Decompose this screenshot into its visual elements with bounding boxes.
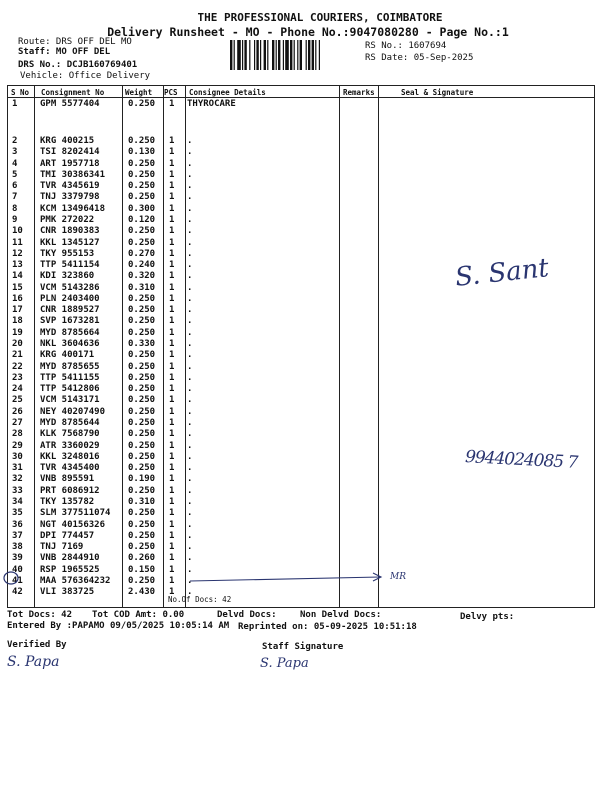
staff-signature-label: Staff Signature [262, 642, 344, 652]
row-pcs: 1 [169, 158, 175, 169]
row-weight: 0.120 [128, 214, 156, 225]
row-weight: 0.250 [128, 542, 156, 553]
row-consignment-no: TSI 8202414 [40, 147, 100, 158]
row-consignment-no: NGT 40156326 [40, 519, 106, 530]
delivered-docs: Delvd Docs: [217, 610, 277, 620]
total-docs: Tot Docs: 42 [7, 610, 73, 620]
row-sno: 5 [12, 169, 18, 180]
row-weight: 0.250 [128, 395, 156, 406]
table-row [7, 373, 593, 383]
row-weight: 0.250 [128, 508, 156, 519]
row-sno: 37 [12, 530, 23, 541]
row-pcs: 1 [169, 260, 175, 271]
table-row [7, 553, 593, 563]
row-weight: 0.250 [128, 406, 156, 417]
row-consignee: . [187, 542, 193, 553]
staff-label: Staff: MO OFF DEL [18, 47, 111, 57]
row-consignment-no: MYD 8785644 [40, 418, 100, 428]
row-consignment-no: SLM 377511074 [40, 508, 111, 519]
row-consignee: . [187, 339, 193, 350]
row-sno: 40 [12, 564, 23, 575]
row-consignment-no: NKL 3604636 [40, 339, 100, 350]
row-consignee: . [187, 327, 193, 338]
row-weight: 0.250 [128, 293, 156, 304]
row-consignment-no: TVR 4345619 [40, 181, 100, 192]
row-pcs: 1 [169, 271, 175, 282]
table-row [7, 362, 593, 372]
row-consignment-no: TTP 5412806 [40, 384, 100, 395]
row-pcs: 1 [169, 350, 175, 361]
row-weight: 0.250 [128, 237, 156, 248]
table-row [7, 181, 593, 191]
table-row [7, 99, 593, 109]
col-header-weight: Weight [125, 88, 153, 97]
row-consignment-no: PMK 272022 [40, 214, 95, 225]
row-sno: 22 [12, 361, 23, 372]
table-row [7, 395, 593, 405]
handwritten-signature: S. Sant [453, 253, 551, 293]
row-consignee: . [187, 474, 193, 485]
company-name: THE PROFESSIONAL COURIERS, COIMBATORE [197, 11, 443, 24]
row-consignment-no: KCM 13496418 [40, 203, 106, 214]
row-weight: 0.250 [128, 519, 156, 530]
row-consignment-no: VCM 5143171 [40, 395, 100, 406]
row-weight: 0.250 [128, 226, 156, 237]
row-consignee: . [187, 440, 193, 451]
row-weight: 0.250 [128, 327, 156, 338]
row-pcs: 1 [169, 519, 175, 530]
row-weight: 0.250 [128, 192, 156, 203]
row-weight: 0.130 [128, 147, 156, 158]
row-pcs: 1 [169, 147, 175, 158]
row-pcs: 1 [169, 564, 175, 575]
table-row [7, 486, 593, 496]
row-sno: 14 [12, 271, 23, 282]
row-pcs: 1 [169, 214, 175, 225]
row-sno: 23 [12, 372, 23, 383]
row-consignment-no: MYD 8785655 [40, 361, 100, 372]
row-sno: 18 [12, 316, 23, 327]
total-cod: Tot COD Amt: 0.00 [92, 610, 185, 620]
row-pcs: 1 [169, 542, 175, 553]
row-pcs: 1 [169, 429, 175, 440]
col-header-remarks: Remarks [343, 88, 375, 97]
row-consignment-no: KRG 400171 [40, 350, 95, 361]
row-sno: 25 [12, 395, 23, 406]
verified-by-label: Verified By [7, 640, 67, 650]
row-sno: 2 [12, 136, 18, 146]
row-pcs: 1 [169, 474, 175, 485]
row-consignment-no: TNJ 3379798 [40, 192, 100, 203]
row-consignment-no: RSP 1965525 [40, 564, 100, 575]
row-consignment-no: VCM 5143286 [40, 282, 100, 293]
row-consignee: . [187, 203, 193, 214]
col-header-consignment: Consignment No [41, 88, 105, 97]
row-sno: 4 [12, 158, 18, 169]
row-sno: 36 [12, 519, 23, 530]
row-weight: 0.250 [128, 463, 156, 474]
non-delivered-docs: Non Delvd Docs: [300, 610, 382, 620]
row-consignee: . [187, 564, 193, 575]
row-sno: 31 [12, 463, 23, 474]
row-pcs: 1 [169, 226, 175, 237]
route-label: Route: DRS OFF DEL MO [18, 37, 132, 47]
row-consignment-no: ATR 3360029 [40, 440, 100, 451]
row-consignee: . [187, 181, 193, 192]
table-row [7, 339, 593, 349]
row-consignee: . [187, 418, 193, 428]
row-weight: 0.250 [128, 485, 156, 496]
row-consignee: THYROCARE [187, 99, 236, 109]
row-weight: 0.250 [128, 350, 156, 361]
row-pcs: 1 [169, 192, 175, 203]
row-consignee: . [187, 553, 193, 564]
row-consignee: . [187, 169, 193, 180]
row-weight: 0.320 [128, 271, 156, 282]
col-header-sno: S No [11, 88, 30, 97]
row-consignee: . [187, 192, 193, 203]
row-consignment-no: KRG 400215 [40, 136, 95, 146]
row-consignee: . [187, 575, 193, 586]
row-weight: 0.250 [128, 181, 156, 192]
row-consignee: . [187, 136, 193, 146]
row-sno: 19 [12, 327, 23, 338]
row-weight: 0.300 [128, 203, 156, 214]
row-sno: 3 [12, 147, 18, 158]
row-consignee: . [187, 429, 193, 440]
row-weight: 0.270 [128, 248, 156, 259]
table-row [7, 429, 593, 439]
row-consignment-no: MAA 576364232 [40, 575, 111, 586]
row-pcs: 1 [169, 305, 175, 316]
rs-date: RS Date: 05-Sep-2025 [365, 53, 474, 63]
row-consignment-no: TTP 5411154 [40, 260, 100, 271]
row-pcs: 1 [169, 485, 175, 496]
row-sno: 24 [12, 384, 23, 395]
row-consignee: . [187, 384, 193, 395]
row-weight: 0.250 [128, 99, 156, 109]
row-consignee: . [187, 282, 193, 293]
row-sno: 39 [12, 553, 23, 564]
row-consignee: . [187, 316, 193, 327]
row-pcs: 1 [169, 282, 175, 293]
row-consignee: . [187, 361, 193, 372]
row-sno: 12 [12, 248, 23, 259]
row-consignment-no: KLK 7568790 [40, 429, 100, 440]
drs-number: DRS No.: DCJB160769401 [18, 60, 138, 70]
table-row [7, 305, 593, 315]
row-consignment-no: TVR 4345400 [40, 463, 100, 474]
table-row [7, 350, 593, 360]
row-pcs: 1 [169, 169, 175, 180]
handwritten-phone-note: 9944024085 7 [464, 447, 578, 473]
row-consignee: . [187, 147, 193, 158]
row-weight: 0.250 [128, 429, 156, 440]
row-pcs: 1 [169, 530, 175, 541]
vehicle-label: Vehicle: Office Delivery [20, 71, 151, 81]
table-row [7, 508, 593, 518]
row-consignment-no: SVP 1673281 [40, 316, 100, 327]
table-row [7, 316, 593, 326]
row-sno: 32 [12, 474, 23, 485]
row-sno: 13 [12, 260, 23, 271]
row-sno: 10 [12, 226, 23, 237]
col-header-seal: Seal & Signature [401, 88, 474, 97]
row-sno: 15 [12, 282, 23, 293]
row-pcs: 1 [169, 248, 175, 259]
table-row [7, 328, 593, 338]
row-sno: 17 [12, 305, 23, 316]
row-sno: 41 [12, 575, 23, 586]
row-weight: 0.250 [128, 384, 156, 395]
row-pcs: 1 [169, 508, 175, 519]
row-sno: 9 [12, 214, 18, 225]
row-weight: 0.250 [128, 440, 156, 451]
row-weight: 0.190 [128, 474, 156, 485]
rs-number: RS No.: 1607694 [365, 41, 447, 51]
row-consignee: . [187, 451, 193, 462]
row-sno: 20 [12, 339, 23, 350]
entered-by: Entered By :PAPAMO 09/05/2025 10:05:14 AM [7, 621, 230, 631]
row-pcs: 1 [169, 372, 175, 383]
row-pcs: 1 [169, 553, 175, 564]
row-pcs: 1 [169, 237, 175, 248]
row-consignee: . [187, 463, 193, 474]
row-consignee: . [187, 226, 193, 237]
row-weight: 0.250 [128, 169, 156, 180]
row-consignment-no: PRT 6086912 [40, 485, 100, 496]
row-pcs: 1 [169, 587, 175, 598]
row-sno: 6 [12, 181, 18, 192]
row-sno: 11 [12, 237, 23, 248]
row-weight: 0.250 [128, 316, 156, 327]
row-consignment-no: KKL 1345127 [40, 237, 100, 248]
row-consignee: . [187, 519, 193, 530]
row-pcs: 1 [169, 361, 175, 372]
row-consignment-no: GPM 5577404 [40, 99, 100, 109]
table-row [7, 531, 593, 541]
row-weight: 0.250 [128, 372, 156, 383]
row-consignee: . [187, 372, 193, 383]
row-sno: 38 [12, 542, 23, 553]
table-row [7, 192, 593, 202]
row-sno: 26 [12, 406, 23, 417]
remark-arrow [0, 565, 600, 598]
row-consignment-no: KDI 323860 [40, 271, 95, 282]
row-pcs: 1 [169, 575, 175, 586]
row-consignee: . [187, 260, 193, 271]
reprinted-on: Reprinted on: 05-09-2025 10:51:18 [238, 622, 417, 632]
row-consignee: . [187, 406, 193, 417]
row-consignment-no: TMI 30386341 [40, 169, 106, 180]
row-pcs: 1 [169, 395, 175, 406]
row-pcs: 1 [169, 203, 175, 214]
row-weight: 0.250 [128, 158, 156, 169]
row-consignment-no: ART 1957718 [40, 158, 100, 169]
row-weight: 0.310 [128, 282, 156, 293]
row-weight: 0.150 [128, 564, 156, 575]
row-consignee: . [187, 485, 193, 496]
row-weight: 2.430 [128, 587, 156, 598]
table-row [7, 238, 593, 248]
row-pcs: 1 [169, 451, 175, 462]
row-consignment-no: NEY 40207490 [40, 406, 106, 417]
row-pcs: 1 [169, 136, 175, 146]
row-pcs: 1 [169, 293, 175, 304]
row-consignment-no: TTP 5411155 [40, 372, 100, 383]
row-consignee: . [187, 293, 193, 304]
row-weight: 0.250 [128, 136, 156, 146]
row-weight: 0.250 [128, 361, 156, 372]
row-consignee: . [187, 350, 193, 361]
table-row [7, 418, 593, 428]
row-sno: 8 [12, 203, 18, 214]
row-pcs: 1 [169, 181, 175, 192]
remark-mr: MR [390, 572, 406, 582]
row-weight: 0.260 [128, 553, 156, 564]
table-row [7, 474, 593, 484]
row-consignee: . [187, 508, 193, 519]
row-pcs: 1 [169, 384, 175, 395]
row-consignee: . [187, 271, 193, 282]
row-consignee: . [187, 530, 193, 541]
row-sno: 1 [12, 99, 18, 109]
row-pcs: 1 [169, 316, 175, 327]
table-row [7, 407, 593, 417]
table-row [7, 147, 593, 157]
table-row [7, 170, 593, 180]
table-row [7, 136, 593, 146]
row-sno: 21 [12, 350, 23, 361]
col-header-consignee: Consignee Details [189, 88, 266, 97]
row-weight: 0.240 [128, 260, 156, 271]
row-consignment-no: MYD 8785664 [40, 327, 100, 338]
row-consignment-no: VNB 2844910 [40, 553, 100, 564]
row-consignment-no: VNB 895591 [40, 474, 95, 485]
row-weight: 0.250 [128, 530, 156, 541]
row-consignment-no: TKY 135782 [40, 496, 95, 507]
row-sno: 30 [12, 451, 23, 462]
barcode [230, 40, 360, 70]
row-consignment-no: DPI 774457 [40, 530, 95, 541]
row-consignee: . [187, 214, 193, 225]
row-consignment-no: VLI 383725 [40, 587, 95, 598]
row-weight: 0.250 [128, 418, 156, 428]
row-consignee: . [187, 248, 193, 259]
row-pcs: 1 [169, 339, 175, 350]
row-consignee: . [187, 395, 193, 406]
row-weight: 0.250 [128, 575, 156, 586]
row-sno: 42 [12, 587, 23, 598]
row-pcs: 1 [169, 99, 175, 109]
row-sno: 34 [12, 496, 23, 507]
row-weight: 0.250 [128, 451, 156, 462]
delivery-points: Delvy pts: [460, 612, 515, 622]
row-consignee: . [187, 237, 193, 248]
row-sno: 35 [12, 508, 23, 519]
table-row [7, 215, 593, 225]
table-row [7, 204, 593, 214]
row-pcs: 1 [169, 418, 175, 428]
row-consignment-no: TNJ 7169 [40, 542, 84, 553]
row-weight: 0.330 [128, 339, 156, 350]
table-row [7, 497, 593, 507]
table-row [7, 542, 593, 552]
table-row [7, 159, 593, 169]
table-row [7, 294, 593, 304]
row-sno: 16 [12, 293, 23, 304]
table-row [7, 520, 593, 530]
row-consignment-no: PLN 2403400 [40, 293, 100, 304]
col-header-pcs: PCS [164, 88, 178, 97]
row-consignee: . [187, 587, 193, 598]
row-sno: 33 [12, 485, 23, 496]
row-pcs: 1 [169, 406, 175, 417]
runsheet-title: Delivery Runsheet - MO - Phone No.:9047080280 - Page No.:1 [107, 25, 509, 39]
row-consignment-no: TKY 955153 [40, 248, 95, 259]
row-sno: 28 [12, 429, 23, 440]
row-consignment-no: KKL 3248016 [40, 451, 100, 462]
staff-signature: S. Papa [260, 656, 309, 671]
row-sno: 7 [12, 192, 18, 203]
row-weight: 0.310 [128, 496, 156, 507]
row-pcs: 1 [169, 463, 175, 474]
row-pcs: 1 [169, 327, 175, 338]
row-consignee: . [187, 496, 193, 507]
no-of-docs: No.Of Docs: 42 [168, 595, 232, 604]
verified-by-signature: S. Papa [7, 654, 60, 670]
row-consignee: . [187, 158, 193, 169]
row-consignment-no: CNR 1890383 [40, 226, 100, 237]
table-row [7, 226, 593, 236]
row-pcs: 1 [169, 440, 175, 451]
table-row [7, 384, 593, 394]
row-consignment-no: CNR 1889527 [40, 305, 100, 316]
row-consignee: . [187, 305, 193, 316]
row-sno: 27 [12, 418, 23, 428]
row-sno: 29 [12, 440, 23, 451]
row-pcs: 1 [169, 496, 175, 507]
row-weight: 0.250 [128, 305, 156, 316]
